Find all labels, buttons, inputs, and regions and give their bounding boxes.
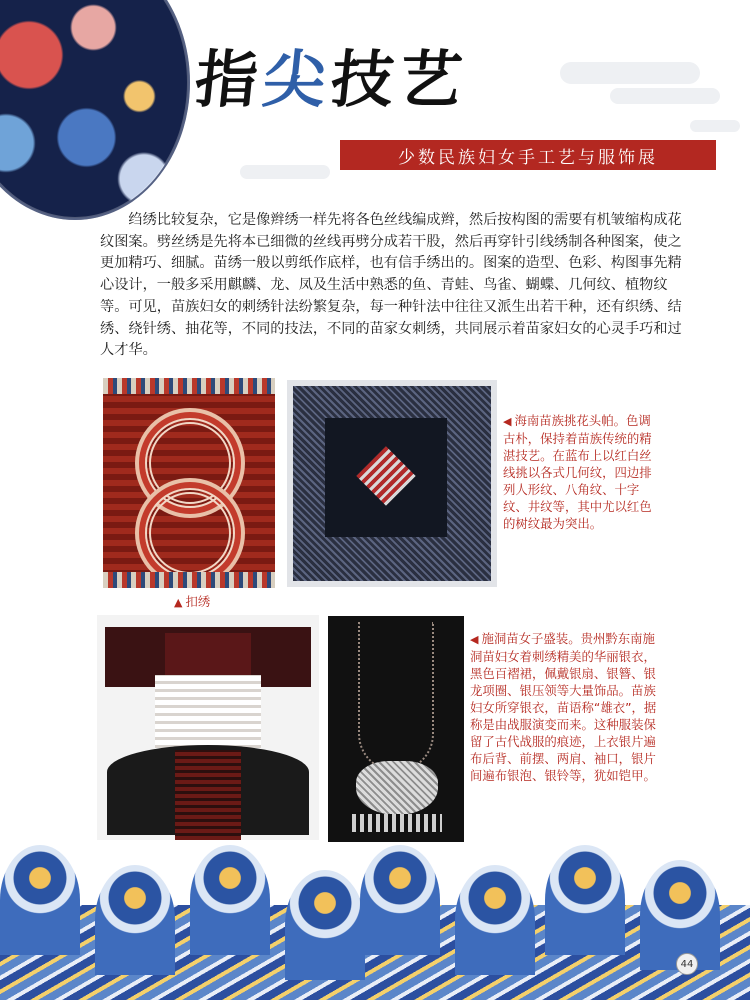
embroidery-caption-text: 扣绣 [185,594,211,609]
mountain-peak-decoration [0,845,80,955]
handkerchief-caption-text: 海南苗族挑花头帕。色调古朴，保持着苗族传统的精湛技艺。在蓝布上以红白丝线挑以各式几何纹，四边排列人形纹、八角纹、十字纹、井纹等，其中尤以红色的树纹最为突出。 [503,413,652,531]
costume-silver-plates [155,675,261,753]
handkerchief-photo [287,380,497,587]
body-paragraph: 绉绣比较复杂，它是像辫绣一样先将各色丝线编成辫，然后按构图的需要有机皱缩构成花纹图案。劈丝绣是先将本已细微的丝线再劈分成若干股，然后再穿针引线绣制各种图案，使之更加精巧、细腻。苗绣一般以剪纸作底样，也有信手绣出的。图案的造型、色彩、构图事先精心设计，一般多采用麒麟、龙、凤及生活中熟悉的鱼、青蛙、鸟雀、蝴蝶、几何纹、植物纹等。可见，苗族妇女的刺绣针法纷繁复杂，每一种针法中往往又派生出若干种，还有织绣、结绣、绕针绣、抽花等，不同的技法，不同的苗家女刺绣，共同展示着苗家妇女的心灵手巧和过人才华。 [100,212,682,359]
mountain-peak-decoration [190,845,270,955]
mountain-peak-decoration [360,845,440,955]
embroidery-band [103,572,275,588]
page-number: 44 [676,953,698,975]
caption-pointer-icon: ◀ [503,415,512,428]
cloud-decoration [240,165,330,179]
mountain-peak-decoration [640,860,720,970]
caption-pointer-icon: ▲ [174,596,183,609]
silver-necklace-photo [328,616,464,842]
silver-lock-pendant [356,761,438,815]
cloud-decoration [690,120,740,132]
caption-pointer-icon: ◀ [470,633,479,646]
silver-bells [352,814,442,832]
mountain-peak-decoration [285,870,365,980]
handkerchief-caption [503,412,653,532]
title-part-2: 技艺 [327,43,472,116]
costume-photo [97,615,319,840]
roundel-ring-decoration [0,0,190,220]
wave-border-decoration [0,845,750,1000]
embroidery-photo [103,378,275,588]
spiral-motif [145,488,235,578]
title-accent-char: 尖 [259,43,336,116]
title-part-1: 指 [191,43,268,116]
page-title [191,30,472,119]
costume-caption-text: 施洞苗女子盛装。贵州黔东南施洞苗妇女着刺绣精美的华丽银衣，黑色百褶裙，佩戴银扇、银簪、银龙项圈、银压领等大量饰品。苗族妇女所穿银衣，苗语称“雄衣”，据称是由战服演变而来。这种服装保留了古代战服的痕迹，上衣银片遍布后背、前摆、两肩、袖口，银片间遍布银泡、银铃等，犹如铠甲。 [470,631,657,783]
embroidery-band [103,378,275,394]
mountain-peak-decoration [545,845,625,955]
necklace-chain [358,622,434,772]
costume-apron [175,750,241,840]
mountain-peak-decoration [95,865,175,975]
costume-caption [470,630,662,784]
subtitle-banner [340,140,716,170]
embroidery-caption [174,593,210,611]
cloud-decoration [610,88,720,104]
page-subtitle: 少数民族妇女手工艺与服饰展 [398,147,658,168]
mountain-peak-decoration [455,865,535,975]
cloud-decoration [560,62,700,84]
